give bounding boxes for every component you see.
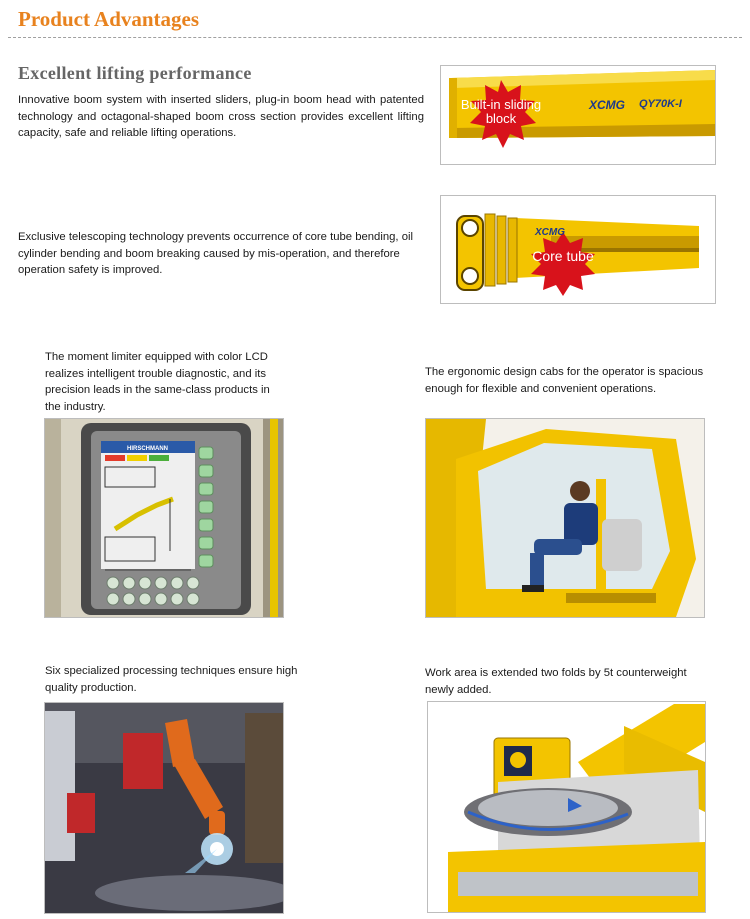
processing-photo bbox=[44, 702, 284, 914]
welding-illustration bbox=[45, 703, 283, 913]
boom-sliding-block-image bbox=[440, 65, 716, 165]
counterweight-text: Work area is extended two folds by 5t counterweight newly added. bbox=[425, 667, 687, 696]
xcmg-logo-text: XCMG bbox=[535, 227, 565, 238]
page-title: Product Advantages bbox=[18, 7, 200, 31]
dashed-divider bbox=[8, 37, 742, 38]
counterweight-illustration bbox=[428, 702, 705, 912]
cab-text: The ergonomic design cabs for the operator is spacious enough for flexible and convenient operations. bbox=[425, 366, 704, 395]
sliding-block-callout: Built-in sliding block bbox=[460, 97, 542, 126]
core-tube-callout: Core tube bbox=[532, 248, 594, 264]
telescoping-text: Exclusive telescoping technology prevents occurrence of core tube bending, oil cylinder bending and boom breaking caused by mis-operation, and therefore operation safety is improved. bbox=[18, 231, 413, 276]
processing-text: Six specialized processing techniques ensure high quality production. bbox=[45, 665, 298, 694]
core-tube-image bbox=[440, 195, 716, 304]
moment-limiter-text: The moment limiter equipped with color LCD realizes intelligent trouble diagnostic, and its precision leads in the same-class products in the industry. bbox=[45, 351, 270, 413]
counterweight-image bbox=[427, 701, 706, 913]
operator-cab-photo bbox=[425, 418, 705, 618]
hirschmann-label: HIRSCHMANN bbox=[127, 446, 168, 452]
moment-limiter-photo bbox=[44, 418, 284, 618]
boom-system-text: Innovative boom system with inserted sliders, plug-in boom head with patented technology and octagonal-shaped boom cross section provides excellent lifting capacity, safe and reliable lifting operations. bbox=[18, 94, 424, 139]
model-label: QY70K-I bbox=[639, 98, 682, 110]
cab-illustration bbox=[426, 419, 704, 617]
section-heading: Excellent lifting performance bbox=[18, 63, 252, 83]
xcmg-logo-text: XCMG bbox=[589, 98, 625, 112]
